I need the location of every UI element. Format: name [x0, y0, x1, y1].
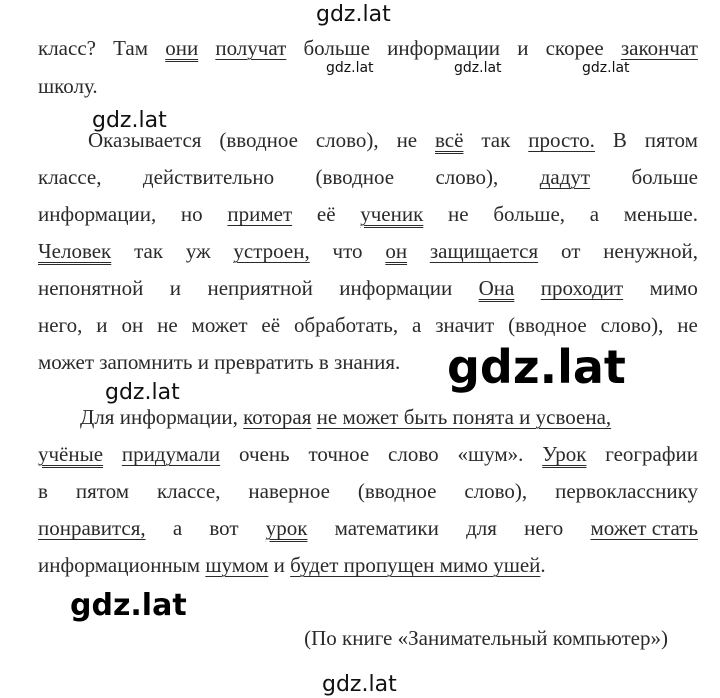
text-line: школу.: [38, 74, 98, 98]
watermark: gdz.lat: [105, 380, 180, 405]
watermark: gdz.lat: [70, 588, 187, 623]
watermark: gdz.lat: [582, 60, 630, 76]
text-line: Оказывается (вводное слово), не всё так просто. В пятом: [88, 128, 698, 152]
text-line: информации, но примет её ученик не больше, а меньше.: [38, 202, 698, 226]
text-line: Для информации, которая не может быть понята и усвоена,: [80, 405, 612, 429]
watermark: gdz.lat: [316, 2, 391, 27]
text-line: классе, действительно (вводное слово), дадут больше: [38, 165, 698, 189]
text-line: учёные придумали очень точное слово «шум». Урок географии: [38, 442, 698, 466]
watermark: gdz.lat: [447, 340, 626, 394]
text-line: непонятной и неприятной информации Она проходит мимо: [38, 276, 698, 300]
source-attribution: (По книге «Занимательный компьютер»): [304, 626, 668, 650]
watermark: gdz.lat: [326, 60, 374, 76]
watermark: gdz.lat: [322, 672, 397, 697]
watermark: gdz.lat: [454, 60, 502, 76]
text-line: Человек так уж устроен, что он защищается от ненужной,: [38, 239, 698, 263]
watermark: gdz.lat: [92, 108, 167, 133]
text-line: может запомнить и превратить в знания.: [38, 350, 401, 374]
text-line: него, и он не может её обработать, а значит (вводное слово), не: [38, 313, 698, 337]
text-line: информационным шумом и будет пропущен мимо ушей.: [38, 553, 546, 577]
text-line: понравится, а вот урок математики для него может стать: [38, 516, 698, 540]
text-line: класс? Там они получат больше информации и скорее закончат: [38, 36, 698, 60]
text-line: в пятом классе, наверное (вводное слово), первокласснику: [38, 479, 698, 503]
